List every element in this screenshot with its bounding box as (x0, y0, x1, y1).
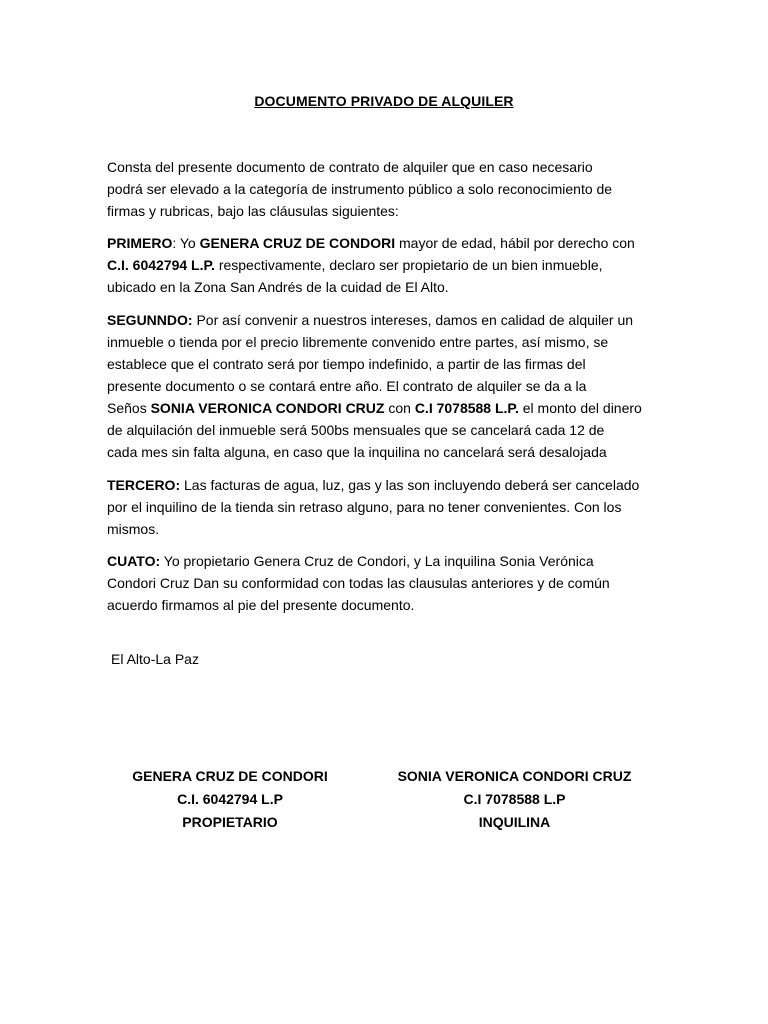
clause-text: con (384, 400, 415, 416)
clause-primero (107, 232, 667, 298)
clause-cuarto (107, 550, 667, 616)
signature-ci: C.I 7078588 L.P (463, 791, 566, 807)
clause-line (107, 397, 667, 419)
clause-line: de alquilación del inmueble será 500bs mensuales que se cancelará cada 12 de (107, 422, 605, 438)
clause-line: presente documento o se contará entre año. El contrato de alquiler se da a la (107, 378, 587, 394)
clause-text: mayor de edad, hábil por derecho con (395, 235, 635, 251)
clause-line (107, 309, 667, 331)
clause-label: CUATO: (107, 553, 161, 569)
clause-line (107, 474, 667, 496)
clause-line (107, 254, 667, 276)
signature-block-owner (120, 765, 340, 834)
clause-text: : Yo (172, 235, 200, 251)
clause-line: acuerdo firmamos al pie del presente documento. (107, 597, 415, 613)
clause-line: ubicado en la Zona San Andrés de la cuidad de El Alto. (107, 279, 449, 295)
clause-label: SEGUNNDO: (107, 312, 193, 328)
clause-tercero (107, 474, 667, 540)
clause-line (107, 550, 667, 572)
clause-line: Condori Cruz Dan su conformidad con todas las clausulas anteriores y de común (107, 575, 610, 591)
intro-paragraph (107, 156, 667, 222)
clause-line: por el inquilino de la tienda sin retraso alguno, para no tener convenientes. Con los (107, 499, 622, 515)
owner-name: GENERA CRUZ DE CONDORI (199, 235, 396, 251)
clause-text: Yo propietario Genera Cruz de Condori, y La inquilina Sonia Verónica (160, 553, 594, 569)
owner-ci: C.I. 6042794 L.P. (107, 257, 215, 273)
clause-segundo (107, 309, 667, 463)
clause-line: mismos. (107, 521, 160, 537)
clause-label: TERCERO: (107, 477, 181, 493)
clause-line: cada mes sin falta alguna, en caso que la inquilina no cancelará será desalojada (107, 444, 607, 460)
clause-line: establece que el contrato será por tiempo indefinido, a partir de las firmas del (107, 356, 586, 372)
tenant-ci: C.I 7078588 L.P. (414, 400, 519, 416)
document-title: DOCUMENTO PRIVADO DE ALQUILER (254, 93, 514, 109)
clause-line (107, 232, 667, 254)
signature-name: GENERA CRUZ DE CONDORI (132, 768, 328, 784)
clause-text: Las facturas de agua, luz, gas y las son incluyendo deberá ser cancelado (180, 477, 640, 493)
intro-line: firmas y rubricas, bajo las cláusulas siguientes: (107, 203, 399, 219)
signature-ci: C.I. 6042794 L.P (177, 791, 283, 807)
signature-block-tenant (392, 765, 637, 834)
intro-line: podrá ser elevado a la categoría de instrumento público a solo reconocimiento de (107, 181, 613, 197)
signature-role: INQUILINA (478, 814, 551, 830)
clause-text: Por así convenir a nuestros intereses, damos en calidad de alquiler un (192, 312, 634, 328)
place-line: El Alto-La Paz (111, 651, 199, 667)
clause-text: respectivamente, declaro ser propietario de un bien inmueble, (214, 257, 603, 273)
clause-text: Seños (107, 400, 151, 416)
clause-text: el monto del dinero (518, 400, 642, 416)
signature-name: SONIA VERONICA CONDORI CRUZ (397, 768, 632, 784)
clause-label: PRIMERO (107, 235, 173, 251)
signature-role: PROPIETARIO (182, 814, 278, 830)
tenant-name: SONIA VERONICA CONDORI CRUZ (150, 400, 385, 416)
clause-line: inmueble o tienda por el precio libremente convenido entre partes, así mismo, se (107, 334, 609, 350)
intro-line: Consta del presente documento de contrato de alquiler que en caso necesario (107, 159, 593, 175)
